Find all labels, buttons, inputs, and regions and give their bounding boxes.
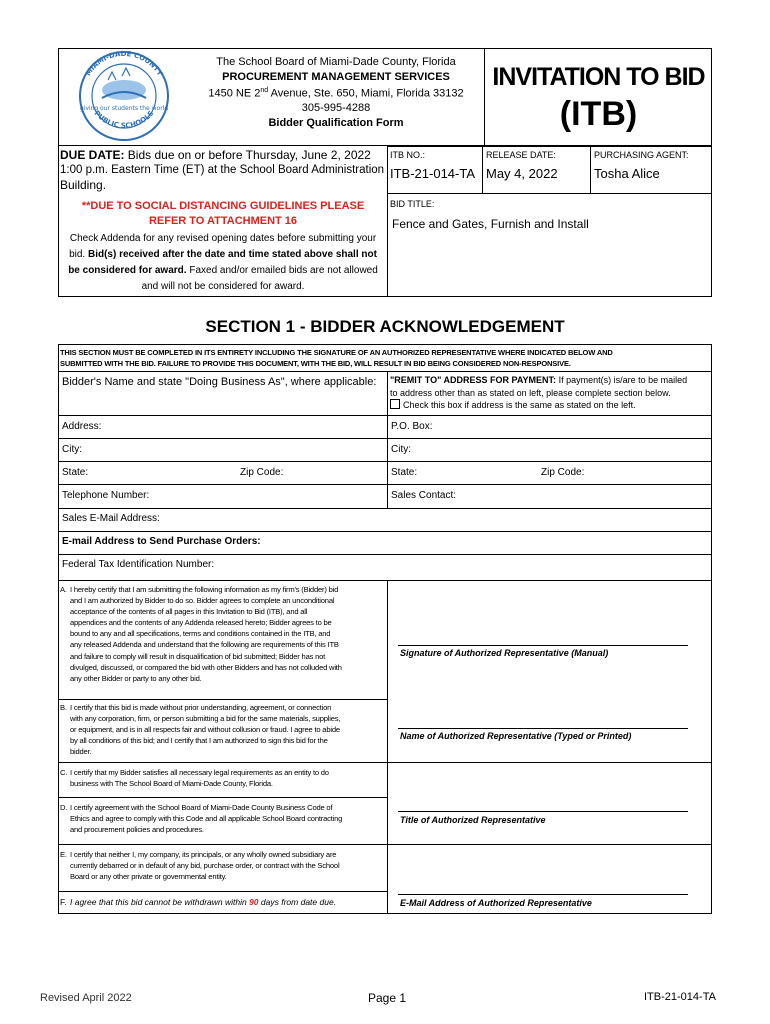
name-line[interactable] bbox=[398, 728, 688, 729]
due-text bbox=[60, 148, 386, 193]
itb-title bbox=[485, 62, 712, 136]
org-block bbox=[188, 55, 484, 130]
revised-date: Revised April 2022 bbox=[40, 992, 132, 1004]
itb-no-label: ITB NO.: bbox=[390, 150, 426, 160]
title-line1: INVITATION TO BID bbox=[492, 63, 705, 91]
remit-city-field[interactable]: City: bbox=[391, 444, 411, 455]
release-label: RELEASE DATE: bbox=[486, 150, 556, 160]
itb-no: ITB-21-014-TA bbox=[390, 166, 476, 181]
po-email-field[interactable]: E-mail Address to Send Purchase Orders: bbox=[62, 536, 261, 547]
org-address: 1450 NE 2nd Avenue, Ste. 650, Miami, Florida 33132 bbox=[208, 87, 464, 100]
due-label: DUE DATE: bbox=[60, 148, 125, 162]
cert-c: C. I certify that my Bidder satisfies all necessary legal requirements as an entity to do business with The School Board of Miami-Dade County, Florida. bbox=[60, 768, 329, 789]
title-line2: (ITB) bbox=[559, 95, 638, 133]
bid-title-label: BID TITLE: bbox=[390, 199, 435, 209]
page-number: Page 1 bbox=[368, 991, 407, 1005]
school-logo bbox=[62, 50, 187, 142]
remit-zip-field[interactable]: Zip Code: bbox=[541, 467, 585, 478]
form-name: Bidder Qualification Form bbox=[268, 116, 404, 129]
name-label: Name of Authorized Representative (Typed or Printed) bbox=[400, 731, 632, 741]
city-field[interactable]: City: bbox=[62, 444, 82, 455]
rep-title-label: Title of Authorized Representative bbox=[400, 815, 546, 825]
section-title: SECTION 1 - BIDDER ACKNOWLEDGEMENT bbox=[205, 317, 565, 336]
due-date: Bids due on or before Thursday, June 2, 2022 bbox=[124, 148, 371, 162]
po-box-field[interactable]: P.O. Box: bbox=[391, 421, 433, 432]
footer-itb: ITB-21-014-TA bbox=[644, 991, 716, 1003]
svg-text:MIAMI-DADE COUNTY: MIAMI-DADE COUNTY bbox=[84, 50, 164, 78]
tax-id-field[interactable]: Federal Tax Identification Number: bbox=[62, 559, 215, 570]
cert-a: A. I hereby certify that I am submitting the following information as my firm's (Bidder) bid and I am authorized by Bidder to do so. Bidder agrees to complete an unconditional acceptance of the contents of all pages in this Invitation to Bid (ITB), and all appendices and the contents of any Addenda released hereto; Bidder agrees to be bound to any and all specifications, terms and conditions contained in the ITB, and any released Addenda and understand that the following are requirements of this ITB and failure to comply will result in disqualification of bid submitted; Bidder has not divulged, discussed, or compared the bid with other Bidders and has not colluded with any other Bidder or party to any other bid. bbox=[60, 585, 342, 683]
bidder-name-field[interactable]: Bidder's Name and state "Doing Business As", where applicable: bbox=[62, 376, 377, 388]
signature-line[interactable] bbox=[398, 645, 688, 646]
cert-f: F. I agree that this bid cannot be withdrawn within 90 days from date due. bbox=[60, 897, 337, 907]
due-time: 1:00 p.m. Eastern Time (ET) at the School Board Administration bbox=[60, 164, 385, 176]
cert-d: D. I certify agreement with the School Board of Miami-Dade County Business Code of Ethics and agree to comply with this Code and all applicable School Board contracting and procurement policies and procedures. bbox=[60, 803, 343, 835]
signature-label: Signature of Authorized Representative (Manual) bbox=[400, 648, 609, 658]
department: PROCUREMENT MANAGEMENT SERVICES bbox=[222, 70, 450, 83]
state-field[interactable]: State: bbox=[62, 467, 89, 478]
bid-title: Fence and Gates, Furnish and Install bbox=[392, 217, 589, 231]
title-line[interactable] bbox=[398, 811, 688, 812]
email-label: E-Mail Address of Authorized Representative bbox=[400, 898, 592, 908]
org-phone: 305-995-4288 bbox=[301, 102, 371, 115]
agent-name: Tosha Alice bbox=[594, 166, 660, 181]
sales-email-field[interactable]: Sales E-Mail Address: bbox=[62, 513, 160, 524]
release-date: May 4, 2022 bbox=[486, 166, 558, 181]
cert-b: B. I certify that this bid is made without prior understanding, agreement, or connection with any corporation, firm, or person submitting a bid for the same materials, supplies, or equipment, and is in all respects fair and without collusion or fraud. I agree to abide by all conditions of this bid; and I certify that I am authorized to sign this bid for the bidder. bbox=[60, 703, 341, 757]
remit-state-field[interactable]: State: bbox=[391, 467, 418, 478]
zip-field[interactable]: Zip Code: bbox=[240, 467, 284, 478]
sales-contact-field[interactable]: Sales Contact: bbox=[391, 490, 457, 501]
instructions: THIS SECTION MUST BE COMPLETED IN ITS ENTIRETY INCLUDING THE SIGNATURE OF AN AUTHORIZED REPRESENTATIVE WHERE INDICATED BELOW AND SUBMITTED WITH THE BID. FAILURE TO PROVIDE THIS DOCUMENT, WITH THE BID, WILL RESULT IN BID BEING CONSIDERED NON-RESPONSIVE. bbox=[60, 348, 613, 368]
same-address-checkbox[interactable] bbox=[390, 399, 400, 409]
org-name: The School Board of Miami-Dade County, Florida bbox=[216, 56, 456, 68]
covid-warning: **DUE TO SOCIAL DISTANCING GUIDELINES PLEASE REFER TO ATTACHMENT 16 bbox=[81, 200, 365, 227]
cert-e: E. I certify that neither I, my company, its principals, or any wholly owned subsidiary are currently debarred or in default of any bid, purchase order, or contract with the School Board or any other private or governmental entity. bbox=[60, 850, 340, 882]
address-field[interactable]: Address: bbox=[62, 421, 102, 432]
logo-tagline: giving our students the world bbox=[79, 105, 169, 112]
certifications bbox=[60, 584, 384, 684]
agent-label: PURCHASING AGENT: bbox=[594, 150, 689, 160]
due-building: Building. bbox=[60, 178, 107, 192]
addenda-note: Check Addenda for any revised opening dates before submitting your bid. Bid(s) received after the date and time stated above shall not be considered for award. Faxed and/or emailed bids are not allowed and will not be considered for award. bbox=[68, 233, 378, 292]
phone-field[interactable]: Telephone Number: bbox=[62, 490, 150, 501]
email-line[interactable] bbox=[398, 894, 688, 895]
svg-text:PUBLIC SCHOOLS: PUBLIC SCHOOLS bbox=[92, 109, 156, 130]
remit-to-section: "REMIT TO" ADDRESS FOR PAYMENT: If payment(s) is/are to be mailed to address other than as stated on left, please complete section below. Check this box if address is the same as stated on the left. bbox=[390, 375, 688, 410]
